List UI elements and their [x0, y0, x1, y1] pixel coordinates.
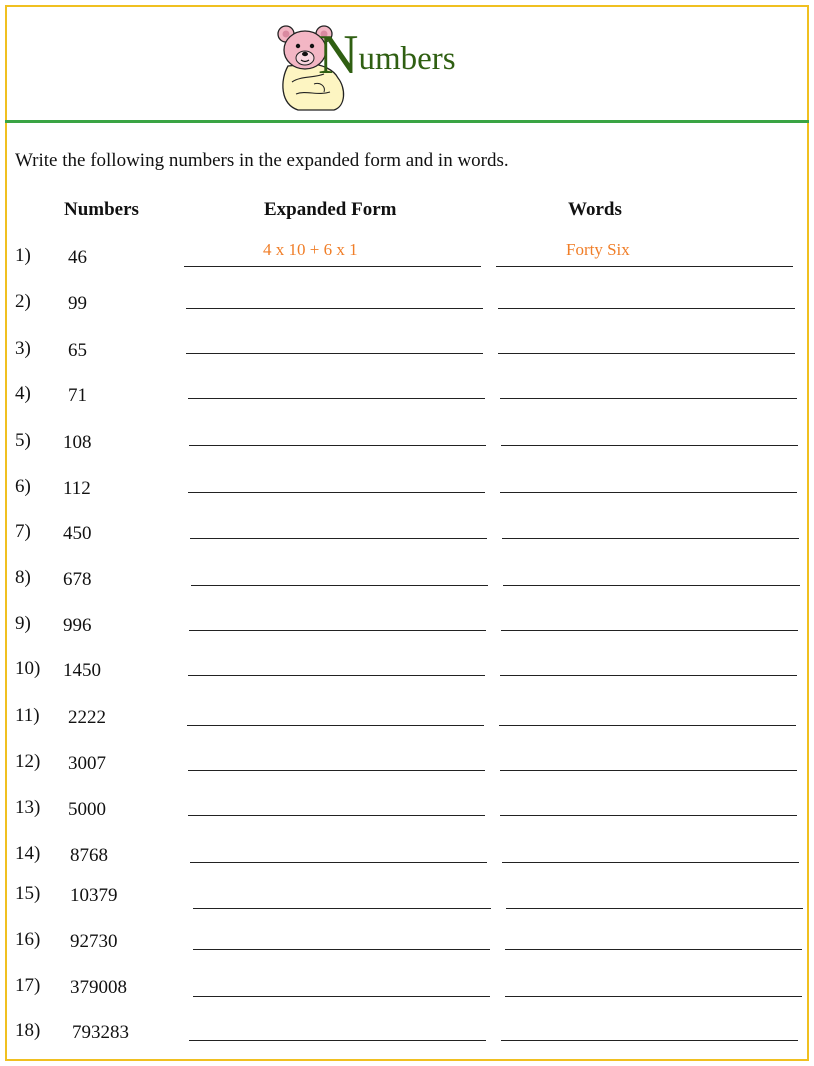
row-number: 2) — [15, 291, 31, 312]
expanded-form-answer-line[interactable] — [188, 398, 485, 399]
row-number-value: 450 — [63, 523, 92, 544]
row-number: 9) — [15, 613, 31, 634]
page-title — [318, 10, 456, 108]
example-words: Forty Six — [566, 240, 630, 259]
words-answer-line[interactable] — [500, 770, 797, 771]
expanded-form-answer-line[interactable] — [188, 492, 485, 493]
row-number-value: 10379 — [70, 885, 118, 906]
expanded-form-answer-line[interactable] — [186, 308, 483, 309]
row-number: 7) — [15, 521, 31, 542]
words-answer-line[interactable] — [498, 308, 795, 309]
row-number: 12) — [15, 751, 41, 772]
row-number-value: 92730 — [70, 931, 118, 952]
words-answer-line[interactable] — [500, 815, 797, 816]
row-number-value: 3007 — [68, 753, 106, 774]
words-answer-line[interactable] — [499, 725, 796, 726]
row-number: 11) — [15, 705, 40, 726]
column-header-numbers: Numbers — [64, 199, 139, 220]
row-number: 5) — [15, 430, 31, 451]
row-number: 10) — [15, 658, 41, 679]
words-answer-line[interactable] — [503, 585, 800, 586]
expanded-form-answer-line[interactable] — [189, 1040, 486, 1041]
row-number: 16) — [15, 929, 41, 950]
words-answer-line[interactable] — [496, 266, 793, 267]
title-rest: umbers — [358, 41, 456, 77]
words-answer-line[interactable] — [501, 630, 798, 631]
row-number-value: 996 — [63, 615, 92, 636]
row-number: 8) — [15, 567, 31, 588]
row-number: 4) — [15, 383, 31, 404]
column-header-expanded-form: Expanded Form — [264, 199, 397, 220]
expanded-form-answer-line[interactable] — [188, 815, 485, 816]
expanded-form-answer-line[interactable] — [188, 675, 485, 676]
words-answer-line[interactable] — [501, 1040, 798, 1041]
row-number: 6) — [15, 476, 31, 497]
row-number-value: 99 — [68, 293, 87, 314]
expanded-form-answer-line[interactable] — [193, 996, 490, 997]
title-initial: N — [318, 24, 359, 86]
words-answer-line[interactable] — [500, 675, 797, 676]
row-number: 15) — [15, 883, 41, 904]
expanded-form-answer-line[interactable] — [184, 266, 481, 267]
row-number-value: 5000 — [68, 799, 106, 820]
expanded-form-answer-line[interactable] — [193, 908, 491, 909]
expanded-form-answer-line[interactable] — [191, 585, 488, 586]
row-number-value: 793283 — [72, 1022, 129, 1043]
row-number: 1) — [15, 245, 31, 266]
row-number-value: 1450 — [63, 660, 101, 681]
words-answer-line[interactable] — [502, 862, 799, 863]
row-number-value: 71 — [68, 385, 87, 406]
expanded-form-answer-line[interactable] — [188, 770, 485, 771]
row-number-value: 112 — [63, 478, 91, 499]
expanded-form-answer-line[interactable] — [189, 445, 486, 446]
expanded-form-answer-line[interactable] — [186, 353, 483, 354]
row-number: 17) — [15, 975, 41, 996]
row-number-value: 8768 — [70, 845, 108, 866]
row-number-value: 108 — [63, 432, 92, 453]
words-answer-line[interactable] — [501, 445, 798, 446]
row-number: 14) — [15, 843, 41, 864]
words-answer-line[interactable] — [506, 908, 803, 909]
expanded-form-answer-line[interactable] — [189, 630, 486, 631]
row-number-value: 65 — [68, 340, 87, 361]
words-answer-line[interactable] — [500, 492, 797, 493]
row-number: 13) — [15, 797, 41, 818]
row-number-value: 46 — [68, 247, 87, 268]
row-number-value: 379008 — [70, 977, 127, 998]
expanded-form-answer-line[interactable] — [187, 725, 484, 726]
row-number: 3) — [15, 338, 31, 359]
words-answer-line[interactable] — [498, 353, 795, 354]
words-answer-line[interactable] — [500, 398, 797, 399]
column-header-words: Words — [568, 199, 622, 220]
words-answer-line[interactable] — [502, 538, 799, 539]
header-divider — [5, 120, 809, 123]
instructions-text: Write the following numbers in the expanded form and in words. — [15, 150, 509, 171]
row-number-value: 678 — [63, 569, 92, 590]
expanded-form-answer-line[interactable] — [193, 949, 490, 950]
expanded-form-answer-line[interactable] — [190, 862, 487, 863]
row-number-value: 2222 — [68, 707, 106, 728]
expanded-form-answer-line[interactable] — [190, 538, 487, 539]
words-answer-line[interactable] — [505, 996, 802, 997]
row-number: 18) — [15, 1020, 41, 1041]
example-expanded-form: 4 x 10 + 6 x 1 — [263, 240, 358, 259]
words-answer-line[interactable] — [505, 949, 802, 950]
